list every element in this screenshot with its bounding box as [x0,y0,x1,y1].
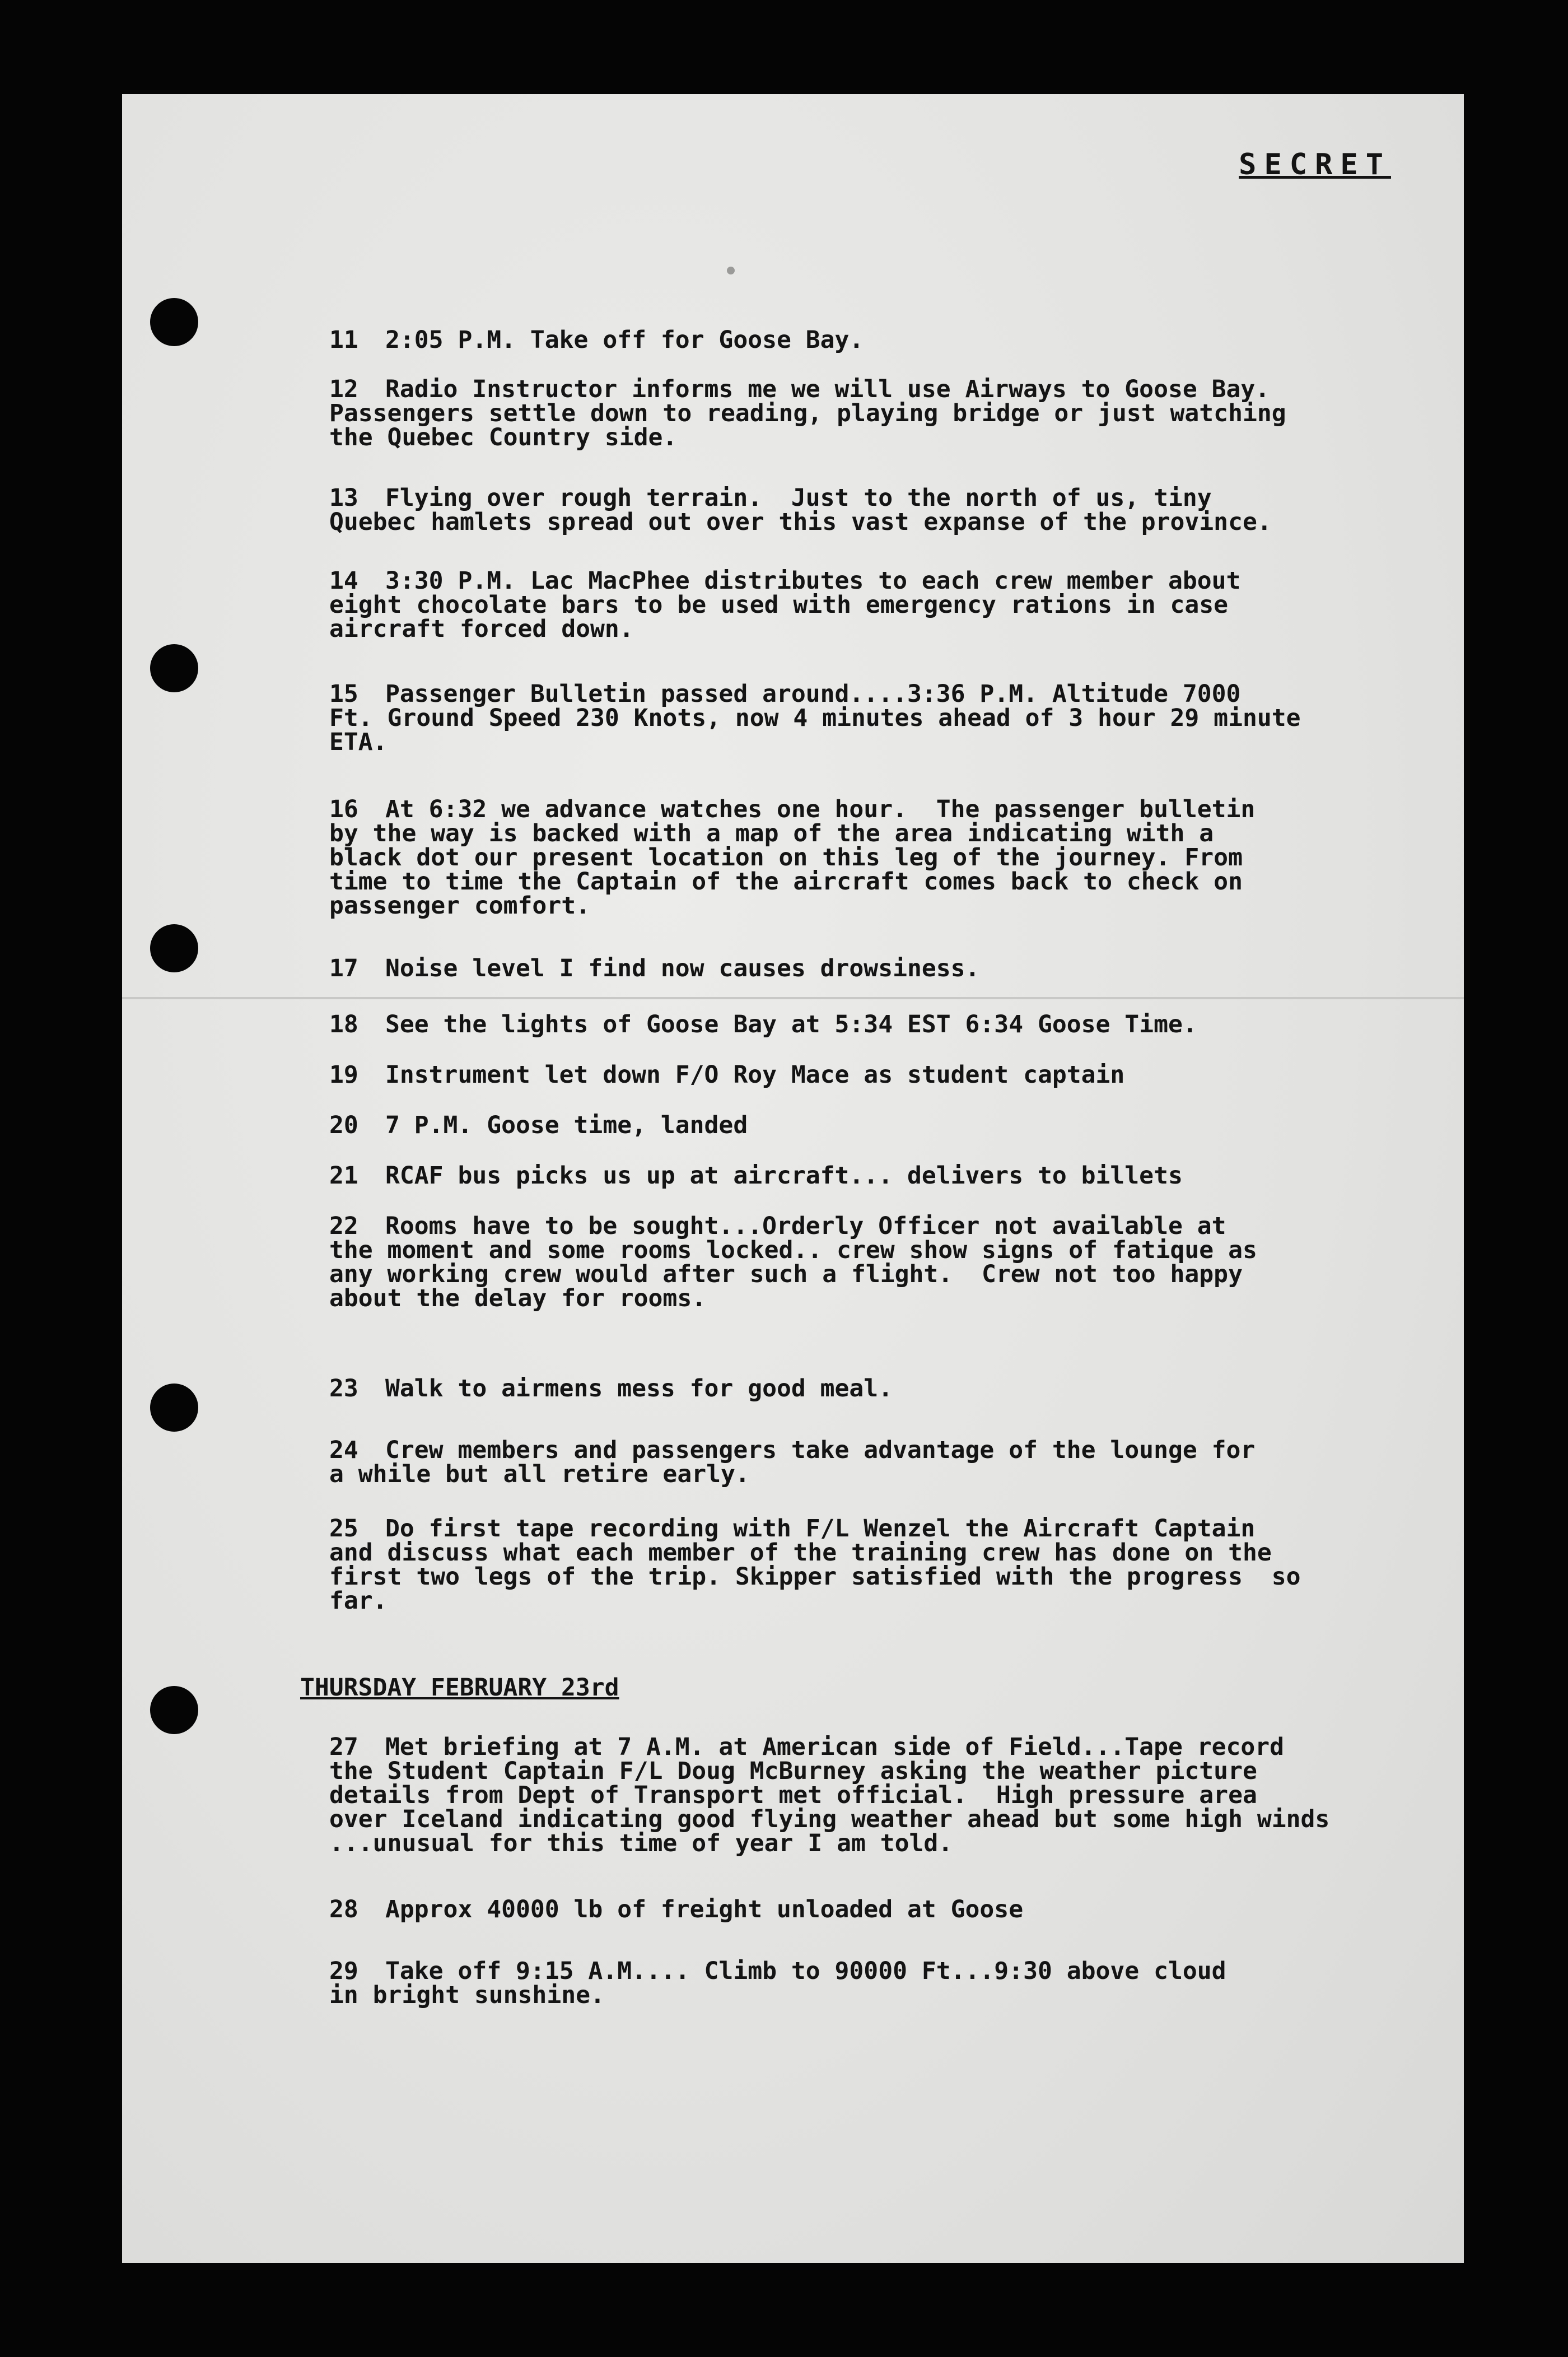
entry-18 [329,1010,1382,1038]
entry-27 [329,1735,1382,1856]
section-heading: THURSDAY FEBRUARY 23rd [300,1674,619,1702]
entry-text: Radio Instructor informs me we will use Airways to Goose Bay. Passengers settle down to reading, playing bridge or just watching the Quebec Country side. [329,375,1286,451]
entry-13 [329,486,1382,534]
entry-text: See the lights of Goose Bay at 5:34 EST 6:34 Goose Time. [385,1010,1197,1038]
entry-16 [329,795,1382,920]
entry-29 [329,1959,1382,2007]
entry-number: 22 [329,1212,358,1240]
entry-17 [329,954,1382,982]
entry-text: Approx 40000 lb of freight unloaded at Goose [385,1895,1024,1923]
entry-21 [329,1164,1382,1188]
entry-number: 15 [329,680,358,708]
entry-text: Noise level I find now causes drowsiness. [385,954,980,982]
entry-text: Instrument let down F/O Roy Mace as student captain [385,1061,1125,1089]
entry-24 [329,1438,1382,1487]
punch-hole [150,1384,198,1432]
entry-number: 13 [329,484,358,512]
entry-14 [329,569,1382,641]
entry-20 [329,1111,1382,1139]
entry-number: 28 [329,1895,358,1923]
entry-text: Rooms have to be sought...Orderly Officer not available at the moment and some rooms locked.. crew show signs of fatique as any working crew would after such a flight. Crew not too happy about the delay for rooms. [329,1212,1257,1312]
entry-number: 27 [329,1733,358,1761]
entry-number: 14 [329,567,358,595]
entry-number: 16 [329,795,358,823]
entry-text: Flying over rough terrain. Just to the north of us, tiny Quebec hamlets spread out over this vast expanse of the province. [329,484,1272,536]
paper-speck [727,267,735,274]
entry-text: 3:30 P.M. Lac MacPhee distributes to each crew member about eight chocolate bars to be used with emergency rations in case aircraft forced down. [329,567,1241,643]
entry-number: 21 [329,1162,358,1190]
entry-22 [329,1214,1382,1311]
entry-number: 23 [329,1375,358,1403]
entry-number: 17 [329,954,358,982]
entry-number: 20 [329,1111,358,1139]
document-page [122,94,1464,2263]
entry-text: Met briefing at 7 A.M. at American side of Field...Tape record the Student Captain F/L Doug McBurney asking the weather picture details from Dept of Transport met official. High pressure area over Iceland indicating good flying weather ahead but some high winds ...unusual for this time of year I am told. [329,1733,1330,1857]
entry-text: RCAF bus picks us up at aircraft... delivers to billets [385,1162,1183,1190]
entry-text: Do first tape recording with F/L Wenzel the Aircraft Captain and discuss what each member of the training crew has done on the first two legs of the trip. Skipper satisfied with the progress so far. [329,1515,1301,1615]
entry-28 [329,1895,1382,1923]
entry-text: Passenger Bulletin passed around....3:36 P.M. Altitude 7000 Ft. Ground Speed 230 Knots, now 4 minutes ahead of 3 hour 29 minute ETA. [329,680,1301,756]
entry-12 [329,375,1382,451]
entry-text: 2:05 P.M. Take off for Goose Bay. [385,326,864,354]
entry-text: Take off 9:15 A.M.... Climb to 90000 Ft...9:30 above cloud in bright sunshine. [329,1957,1226,2009]
entry-number: 12 [329,375,358,403]
punch-hole [150,924,198,972]
entry-number: 29 [329,1957,358,1985]
punch-hole [150,644,198,692]
entry-number: 19 [329,1061,358,1089]
entry-number: 18 [329,1010,358,1038]
entry-text: Walk to airmens mess for good meal. [385,1375,893,1403]
entry-15 [329,682,1382,754]
punch-hole [150,1686,198,1734]
punch-hole [150,298,198,346]
entry-19 [329,1063,1382,1087]
entry-number: 25 [329,1515,358,1543]
entry-text: 7 P.M. Goose time, landed [385,1111,748,1139]
entry-text: At 6:32 we advance watches one hour. The passenger bulletin by the way is backed with a map of the area indicating with a black dot our present location on this leg of the journey. From time to time the Captain of the aircraft comes back to check on passenger comfort. [329,795,1256,920]
entry-number: 11 [329,326,358,354]
entry-11 [329,328,1382,352]
page-fold-line [122,997,1464,999]
classification-label: SECRET [1239,148,1391,181]
entry-25 [329,1517,1382,1613]
entry-number: 24 [329,1436,358,1464]
entry-23 [329,1377,1382,1401]
entry-text: Crew members and passengers take advantage of the lounge for a while but all retire early. [329,1436,1256,1488]
